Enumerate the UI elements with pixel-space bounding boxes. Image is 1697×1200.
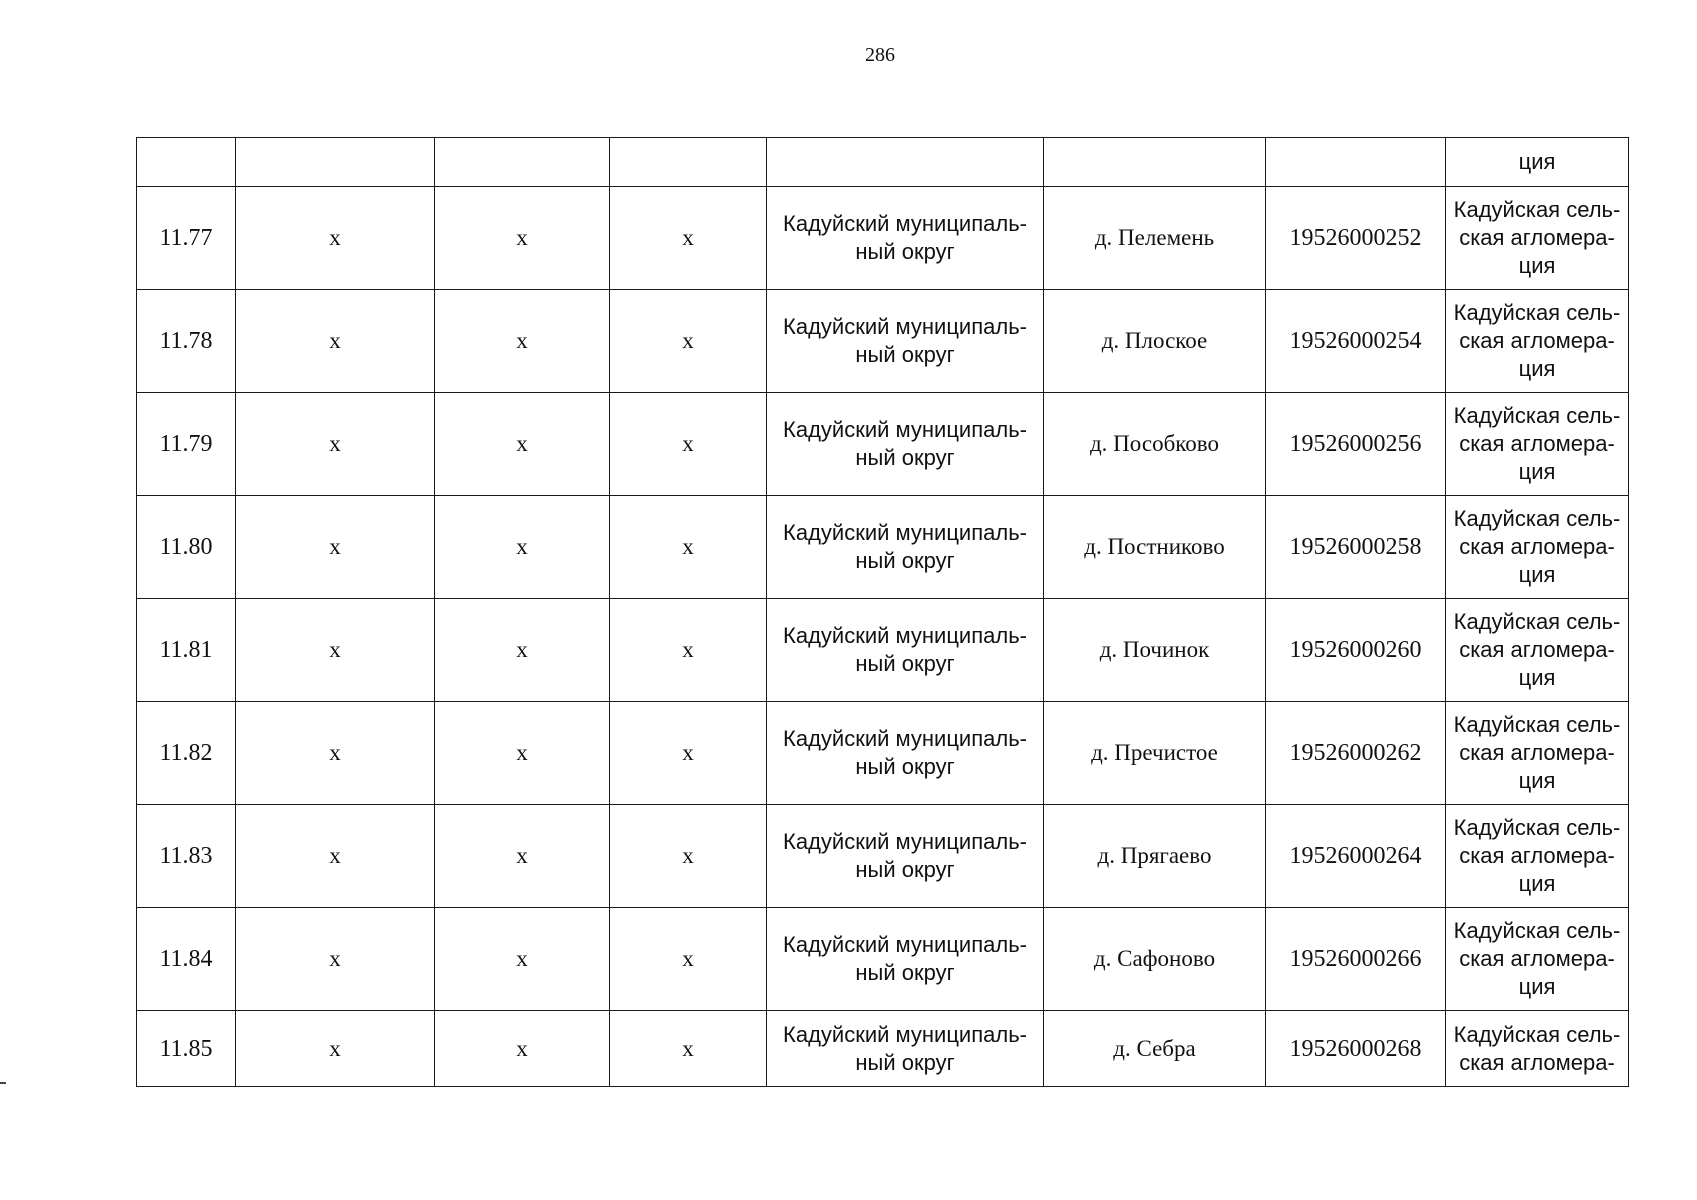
header-cell — [1266, 138, 1446, 187]
cell-x: х — [610, 702, 767, 805]
cell-x: х — [236, 702, 435, 805]
header-cell — [610, 138, 767, 187]
oktmo-code-cell: 19526000264 — [1266, 805, 1446, 908]
agglomeration-cell: Кадуйская сель- ская агломера- — [1446, 1011, 1629, 1087]
row-number: 11.78 — [137, 290, 236, 393]
oktmo-code-cell: 19526000266 — [1266, 908, 1446, 1011]
cell-x: х — [435, 187, 610, 290]
table-row — [137, 1011, 1629, 1087]
agglomeration-cell: Кадуйская сель- ская агломера- ция — [1446, 496, 1629, 599]
cell-x: х — [610, 496, 767, 599]
municipality-cell: Кадуйский муниципаль- ный округ — [767, 908, 1044, 1011]
row-number: 11.82 — [137, 702, 236, 805]
table-row — [137, 187, 1629, 290]
settlement-cell: д. Починок — [1044, 599, 1266, 702]
row-number: 11.77 — [137, 187, 236, 290]
cell-x: х — [610, 805, 767, 908]
settlement-cell: д. Прягаево — [1044, 805, 1266, 908]
settlement-cell: д. Пособково — [1044, 393, 1266, 496]
municipality-cell: Кадуйский муниципаль- ный округ — [767, 702, 1044, 805]
row-number: 11.81 — [137, 599, 236, 702]
settlement-cell: д. Пелемень — [1044, 187, 1266, 290]
cell-x: х — [610, 393, 767, 496]
edge-mark — [0, 1082, 6, 1084]
row-number: 11.79 — [137, 393, 236, 496]
agglomeration-cell: Кадуйская сель- ская агломера- ция — [1446, 187, 1629, 290]
cell-x: х — [236, 1011, 435, 1087]
cell-x: х — [236, 599, 435, 702]
cell-x: х — [435, 1011, 610, 1087]
oktmo-code-cell: 19526000252 — [1266, 187, 1446, 290]
row-number: 11.83 — [137, 805, 236, 908]
oktmo-code-cell: 19526000268 — [1266, 1011, 1446, 1087]
cell-x: х — [435, 702, 610, 805]
oktmo-code-cell: 19526000256 — [1266, 393, 1446, 496]
cell-x: х — [435, 290, 610, 393]
municipality-cell: Кадуйский муниципаль- ный округ — [767, 187, 1044, 290]
header-cell — [1044, 138, 1266, 187]
settlement-cell: д. Постниково — [1044, 496, 1266, 599]
table-row — [137, 805, 1629, 908]
cell-x: х — [435, 496, 610, 599]
oktmo-code-cell: 19526000254 — [1266, 290, 1446, 393]
municipality-cell: Кадуйский муниципаль- ный округ — [767, 290, 1044, 393]
cell-x: х — [610, 908, 767, 1011]
settlement-cell: д. Сафоново — [1044, 908, 1266, 1011]
agglomeration-cell: Кадуйская сель- ская агломера- ция — [1446, 599, 1629, 702]
cell-x: х — [435, 908, 610, 1011]
settlement-cell: д. Плоское — [1044, 290, 1266, 393]
table-row — [137, 496, 1629, 599]
header-cell — [236, 138, 435, 187]
cell-x: х — [435, 805, 610, 908]
cell-x: х — [236, 805, 435, 908]
cell-x: х — [610, 1011, 767, 1087]
municipality-cell: Кадуйский муниципаль- ный округ — [767, 1011, 1044, 1087]
table-row — [137, 290, 1629, 393]
header-cell — [767, 138, 1044, 187]
settlements-table — [136, 137, 1629, 1087]
cell-x: х — [236, 187, 435, 290]
agglomeration-cell: Кадуйская сель- ская агломера- ция — [1446, 908, 1629, 1011]
header-cell — [435, 138, 610, 187]
header-cell — [137, 138, 236, 187]
row-number: 11.85 — [137, 1011, 236, 1087]
table-row — [137, 702, 1629, 805]
municipality-cell: Кадуйский муниципаль- ный округ — [767, 805, 1044, 908]
header-cell-agglomeration: ция — [1446, 138, 1629, 187]
municipality-cell: Кадуйский муниципаль- ный округ — [767, 393, 1044, 496]
cell-x: х — [236, 393, 435, 496]
agglomeration-cell: Кадуйская сель- ская агломера- ция — [1446, 805, 1629, 908]
settlement-cell: д. Пречистое — [1044, 702, 1266, 805]
oktmo-code-cell: 19526000260 — [1266, 599, 1446, 702]
cell-x: х — [435, 393, 610, 496]
cell-x: х — [610, 290, 767, 393]
cell-x: х — [610, 599, 767, 702]
cell-x: х — [610, 187, 767, 290]
agglomeration-cell: Кадуйская сель- ская агломера- ция — [1446, 290, 1629, 393]
cell-x: х — [236, 908, 435, 1011]
page-number: 286 — [865, 44, 895, 66]
cell-x: х — [435, 599, 610, 702]
table-row — [137, 393, 1629, 496]
oktmo-code-cell: 19526000262 — [1266, 702, 1446, 805]
municipality-cell: Кадуйский муниципаль- ный округ — [767, 496, 1044, 599]
oktmo-code-cell: 19526000258 — [1266, 496, 1446, 599]
agglomeration-cell: Кадуйская сель- ская агломера- ция — [1446, 393, 1629, 496]
table-row — [137, 599, 1629, 702]
row-number: 11.84 — [137, 908, 236, 1011]
cell-x: х — [236, 290, 435, 393]
agglomeration-cell: Кадуйская сель- ская агломера- ция — [1446, 702, 1629, 805]
table-row — [137, 908, 1629, 1011]
cell-x: х — [236, 496, 435, 599]
row-number: 11.80 — [137, 496, 236, 599]
settlement-cell: д. Себра — [1044, 1011, 1266, 1087]
municipality-cell: Кадуйский муниципаль- ный округ — [767, 599, 1044, 702]
table-header-row — [137, 138, 1629, 187]
